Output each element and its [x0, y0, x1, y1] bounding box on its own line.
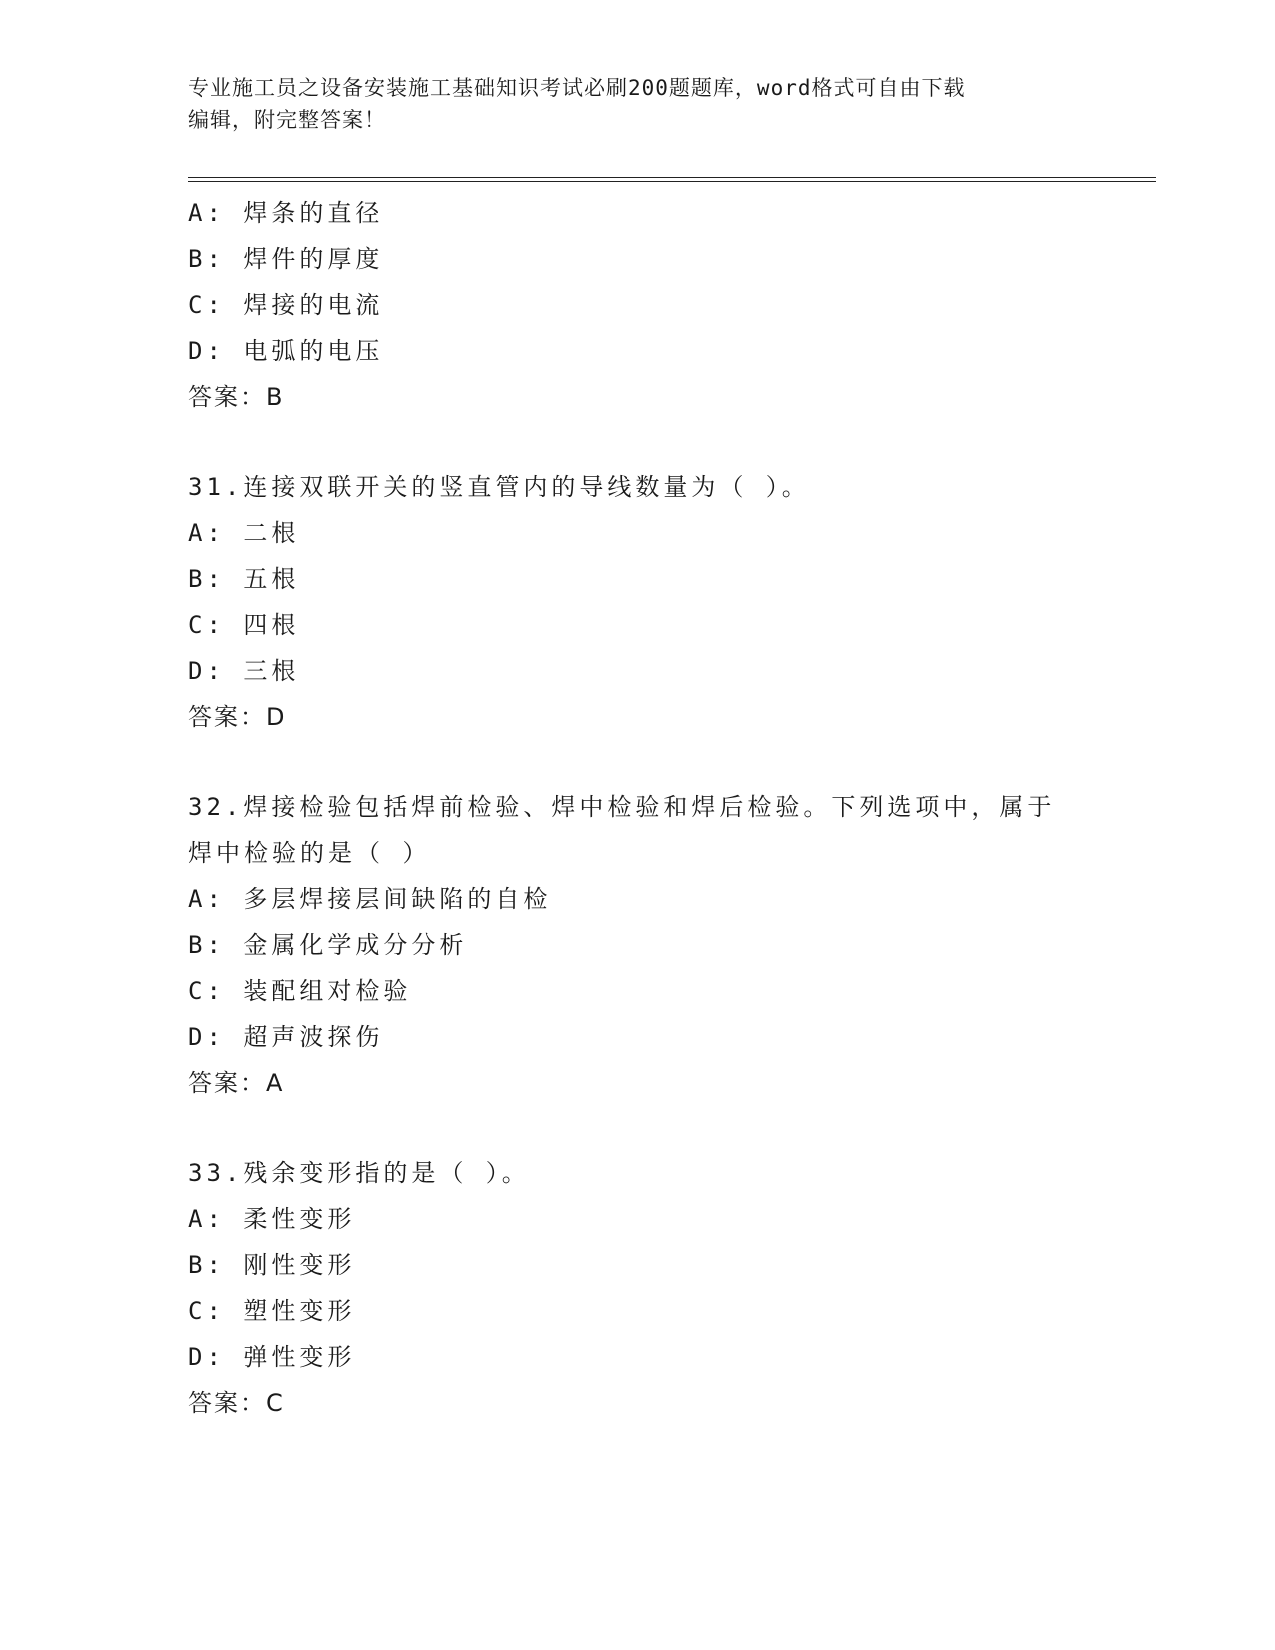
document-header [188, 72, 1088, 136]
option-a: A: 多层焊接层间缺陷的自检 [188, 885, 552, 913]
question-stem-line-2: 焊中检验的是（ ） [188, 839, 431, 867]
option-a: A: 焊条的直径 [188, 199, 384, 227]
option-c: C: 塑性变形 [188, 1297, 356, 1325]
question-stem: 31.连接双联开关的竖直管内的导线数量为（ ）。 [188, 473, 810, 501]
question-list [188, 190, 1088, 1426]
answer: 答案：B [188, 383, 285, 411]
option-a: A: 二根 [188, 519, 300, 547]
question-block-32 [188, 784, 1088, 1106]
option-b: B: 刚性变形 [188, 1251, 356, 1279]
header-rule-top [188, 177, 1156, 178]
spacer [188, 420, 1088, 464]
option-d: D: 三根 [188, 657, 300, 685]
spacer [188, 740, 1088, 784]
option-c: C: 四根 [188, 611, 300, 639]
question-block-31 [188, 464, 1088, 740]
option-d: D: 电弧的电压 [188, 337, 384, 365]
option-c: C: 焊接的电流 [188, 291, 384, 319]
answer: 答案：A [188, 1069, 285, 1097]
spacer [188, 1106, 1088, 1150]
question-block-33 [188, 1150, 1088, 1426]
option-d: D: 超声波探伤 [188, 1023, 384, 1051]
option-a: A: 柔性变形 [188, 1205, 356, 1233]
option-d: D: 弹性变形 [188, 1343, 356, 1371]
option-c: C: 装配组对检验 [188, 977, 412, 1005]
question-block-prev [188, 190, 1088, 420]
question-stem-line-1: 32.焊接检验包括焊前检验、焊中检验和焊后检验。下列选项中，属于 [188, 793, 1056, 821]
question-stem: 33.残余变形指的是（ ）。 [188, 1159, 530, 1187]
header-rule-bottom [188, 181, 1156, 182]
option-b: B: 五根 [188, 565, 300, 593]
answer: 答案：D [188, 703, 287, 731]
option-b: B: 金属化学成分分析 [188, 931, 468, 959]
header-line-2: 编辑，附完整答案！ [188, 108, 386, 132]
header-line-1: 专业施工员之设备安装施工基础知识考试必刷200题题库，word格式可自由下载 [188, 76, 966, 100]
option-b: B: 焊件的厚度 [188, 245, 384, 273]
answer: 答案：C [188, 1389, 285, 1417]
